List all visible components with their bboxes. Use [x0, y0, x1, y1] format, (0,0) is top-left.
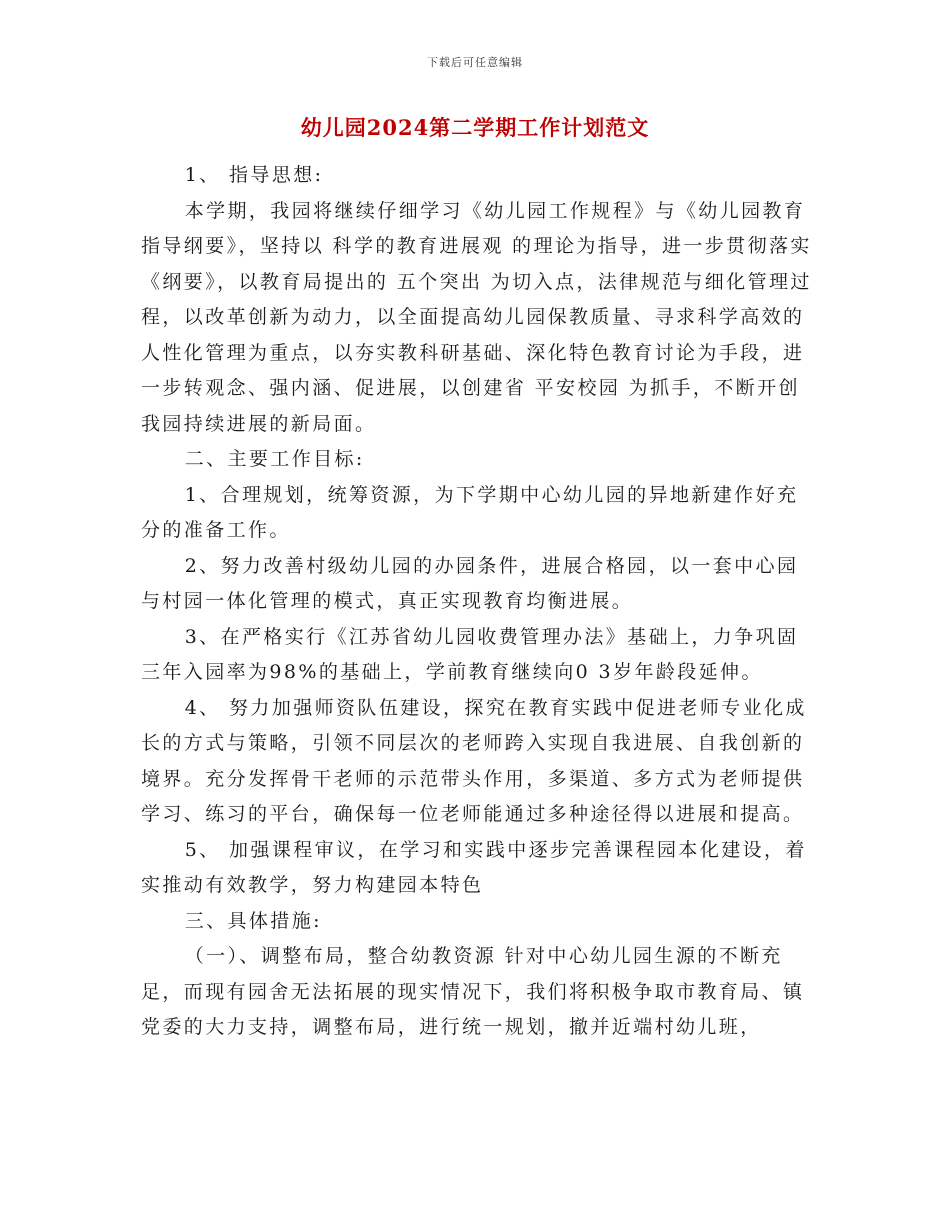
goal-item-4: 4、 努力加强师资队伍建设，探究在教育实践中促进老师专业化成长的方式与策略，引领不同层次的老师跨入实现自我进展、自我创新的境界。充分发挥骨干老师的示范带头作用，多渠道、多方式为老师提供学习、练习的平台，确保每一位老师能通过多种途径得以进展和提高。 [141, 696, 807, 825]
document-body [141, 158, 813, 1046]
document-title: 幼儿园2024第二学期工作计划范文 [300, 115, 650, 140]
header-note: 下载后可任意编辑 [427, 56, 523, 69]
goal-item-3: 3、在严格实行《江苏省幼儿园收费管理办法》基础上，力争巩固三年入园率为98%的基础上，学前教育继续向0 3岁年龄段延伸。 [141, 625, 799, 683]
goal-item-1: 1、合理规划，统筹资源，为下学期中心幼儿园的异地新建作好充分的准备工作。 [141, 483, 799, 541]
goal-item-5: 5、 加强课程审议，在学习和实践中逐步完善课程园本化建设，着实推动有效教学，努力构建园本特色 [141, 838, 807, 896]
section-heading-measures: 三、具体措施: [184, 909, 322, 932]
goal-item-2: 2、努力改善村级幼儿园的办园条件，进展合格园，以一套中心园与村园一体化管理的模式，真正实现教育均衡进展。 [141, 554, 799, 612]
section-heading-main-goals: 二、主要工作目标: [184, 448, 365, 470]
measure-item-1: （一）、调整布局，整合幼教资源 针对中心幼儿园生源的不断充足，而现有园舍无法拓展的现实情况下，我们将积极争取市教育局、镇党委的大力支持，调整布局，进行统一规划，撤并近端村幼儿班， [141, 945, 805, 1038]
section-heading-guiding-idea: 1、 指导思想: [184, 164, 324, 186]
paragraph-guiding-idea: 本学期，我园将继续仔细学习《幼儿园工作规程》与《幼儿园教育指导纲要》，坚持以 科学的教育进展观 的理论为指导，进一步贯彻落实《纲要》，以教育局提出的 五个突出 为切入点，法律规范与细化管理过程，以改革创新为动力，以全面提高幼儿园保教质量、寻求科学高效的人性化管理为重点，以夯实教科研基础、深化特色教育讨论为手段，进一步转观念、强内涵、促进展，以创建省 平安校园 为抓手，不断开创我园持续进展的新局面。 [141, 199, 812, 435]
